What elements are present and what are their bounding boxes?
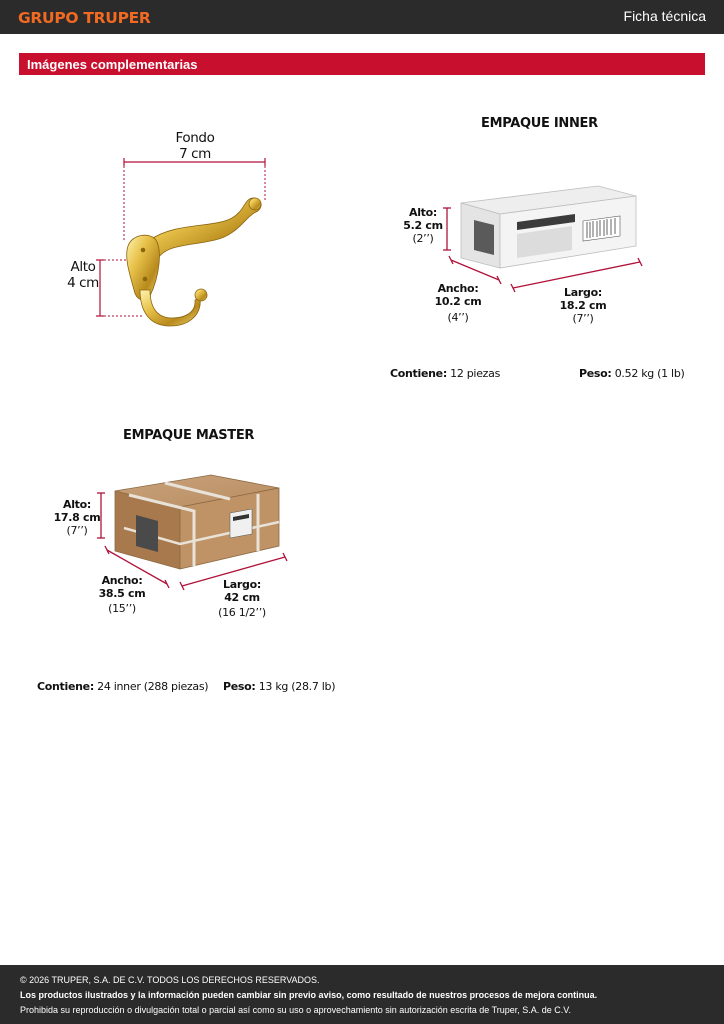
master-contiene-value: 24 inner (288 piezas) xyxy=(97,680,209,693)
inner-contiene-label: Contiene: xyxy=(390,367,447,380)
inner-weight xyxy=(579,367,685,380)
master-alto-in: (7’’) xyxy=(66,524,88,537)
footer-notice: Los productos ilustrados y la información pueden cambiar sin previo aviso, como resultado de nuestros procesos de mejora continua. xyxy=(20,990,598,1000)
product-depth-label xyxy=(160,130,230,162)
master-largo-label: Largo: xyxy=(223,578,261,591)
master-largo xyxy=(212,578,272,619)
master-largo-in: (16 1/2’’) xyxy=(218,606,266,619)
master-contents xyxy=(37,680,208,693)
inner-largo-cm: 18.2 cm xyxy=(559,299,607,312)
master-title: EMPAQUE MASTER xyxy=(123,428,255,443)
inner-largo xyxy=(555,286,611,325)
master-ancho-cm: 38.5 cm xyxy=(98,587,146,600)
double-coat-hook-image xyxy=(96,158,265,326)
master-alto xyxy=(52,498,102,537)
depth-value: 7 cm xyxy=(179,146,211,162)
master-contiene-label: Contiene: xyxy=(37,680,94,693)
master-peso-label: Peso: xyxy=(223,680,256,693)
master-ancho-in: (15’’) xyxy=(108,602,136,615)
product-height-label xyxy=(54,259,112,291)
master-ancho xyxy=(94,574,150,615)
height-value: 4 cm xyxy=(67,275,99,291)
master-weight xyxy=(223,680,335,693)
master-ancho-label: Ancho: xyxy=(101,574,143,587)
footer-copyright: © 2026 TRUPER, S.A. DE C.V. TODOS LOS DERECHOS RESERVADOS. xyxy=(20,975,320,985)
inner-largo-label: Largo: xyxy=(564,286,602,299)
master-alto-label: Alto: xyxy=(63,498,91,511)
master-peso-value: 13 kg (28.7 lb) xyxy=(258,680,336,693)
document-type: Ficha técnica xyxy=(623,8,706,24)
master-largo-cm: 42 cm xyxy=(224,591,260,604)
inner-title: EMPAQUE INNER xyxy=(481,116,598,131)
section-title: Imágenes complementarias xyxy=(27,57,198,72)
inner-alto xyxy=(398,206,448,245)
master-alto-cm: 17.8 cm xyxy=(53,511,101,524)
inner-contiene-value: 12 piezas xyxy=(450,367,501,380)
footer-prohibition: Prohibida su reproducción o divulgación total o parcial así como su uso o aprovechamiento sin autorización escrita de Truper, S.A. de C.V. xyxy=(20,1005,571,1015)
inner-alto-label: Alto: xyxy=(409,206,437,219)
height-label: Alto xyxy=(70,259,96,275)
brand-logo: GRUPO TRUPER xyxy=(18,9,151,27)
inner-peso-label: Peso: xyxy=(579,367,612,380)
inner-ancho-in: (4’’) xyxy=(447,311,469,324)
inner-alto-cm: 5.2 cm xyxy=(403,219,443,232)
inner-ancho-label: Ancho: xyxy=(437,282,479,295)
inner-peso-value: 0.52 kg (1 lb) xyxy=(614,367,685,380)
inner-largo-in: (7’’) xyxy=(572,312,594,325)
master-box-image xyxy=(115,475,279,569)
inner-alto-in: (2’’) xyxy=(412,232,434,245)
inner-contents xyxy=(390,367,500,380)
inner-ancho-cm: 10.2 cm xyxy=(434,295,482,308)
footer xyxy=(0,965,724,1024)
inner-ancho xyxy=(430,282,486,324)
inner-box-image xyxy=(461,186,636,268)
depth-label: Fondo xyxy=(175,130,215,146)
